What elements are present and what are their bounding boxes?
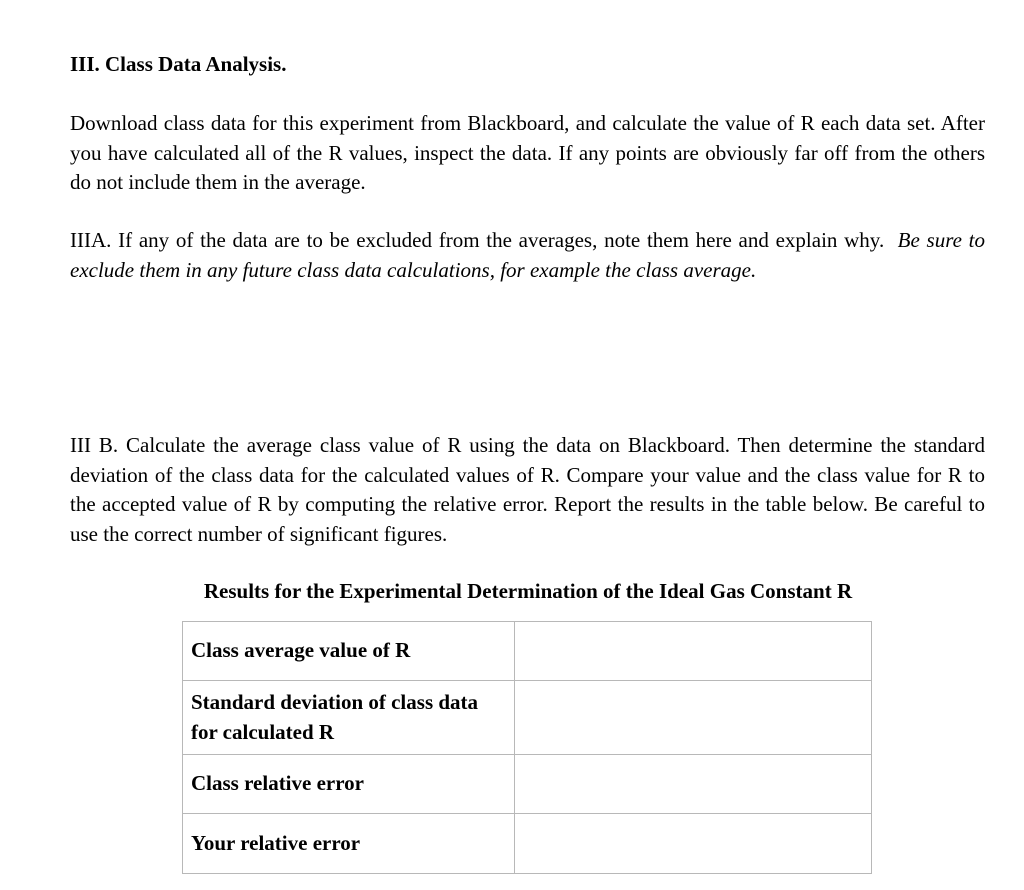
part-a-emphasis: Be sure to exclude them in any future class data calculations, for example the class average. xyxy=(70,228,986,282)
results-table xyxy=(182,621,872,874)
table-row xyxy=(183,681,872,755)
value-cell-class-relative-error[interactable] xyxy=(515,755,872,814)
part-a-text: IIIA. If any of the data are to be excluded from the averages, note them here and explain why. xyxy=(70,228,885,252)
table-row xyxy=(183,814,872,874)
value-cell-class-average[interactable] xyxy=(515,622,872,681)
value-cell-standard-deviation[interactable] xyxy=(515,681,872,755)
table-row xyxy=(183,755,872,814)
results-table-caption: Results for the Experimental Determination of the Ideal Gas Constant R xyxy=(203,579,853,603)
intro-paragraph: Download class data for this experiment from Blackboard, and calculate the value of R each data set. After you have calculated all of the R values, inspect the data. If any points are obviously far off from the others do not include them in the average. xyxy=(70,111,985,194)
row-label-class-average: Class average value of R xyxy=(183,622,515,681)
table-row xyxy=(183,622,872,681)
part-a-paragraph xyxy=(70,226,985,285)
part-b-paragraph: III B. Calculate the average class value of R using the data on Blackboard. Then determine the standard deviation of the class data for the calculated values of R. Compare your value and the class value for R to the accepted value of R by computing the relative error. Report the results in the table below. Be careful to use the correct number of significant figures. xyxy=(70,433,985,546)
row-label-your-relative-error: Your relative error xyxy=(183,814,515,874)
value-cell-your-relative-error[interactable] xyxy=(515,814,872,874)
row-label-class-relative-error: Class relative error xyxy=(183,755,515,814)
row-label-standard-deviation: Standard deviation of class data for calculated R xyxy=(183,681,515,755)
section-heading: III. Class Data Analysis. xyxy=(70,52,287,76)
